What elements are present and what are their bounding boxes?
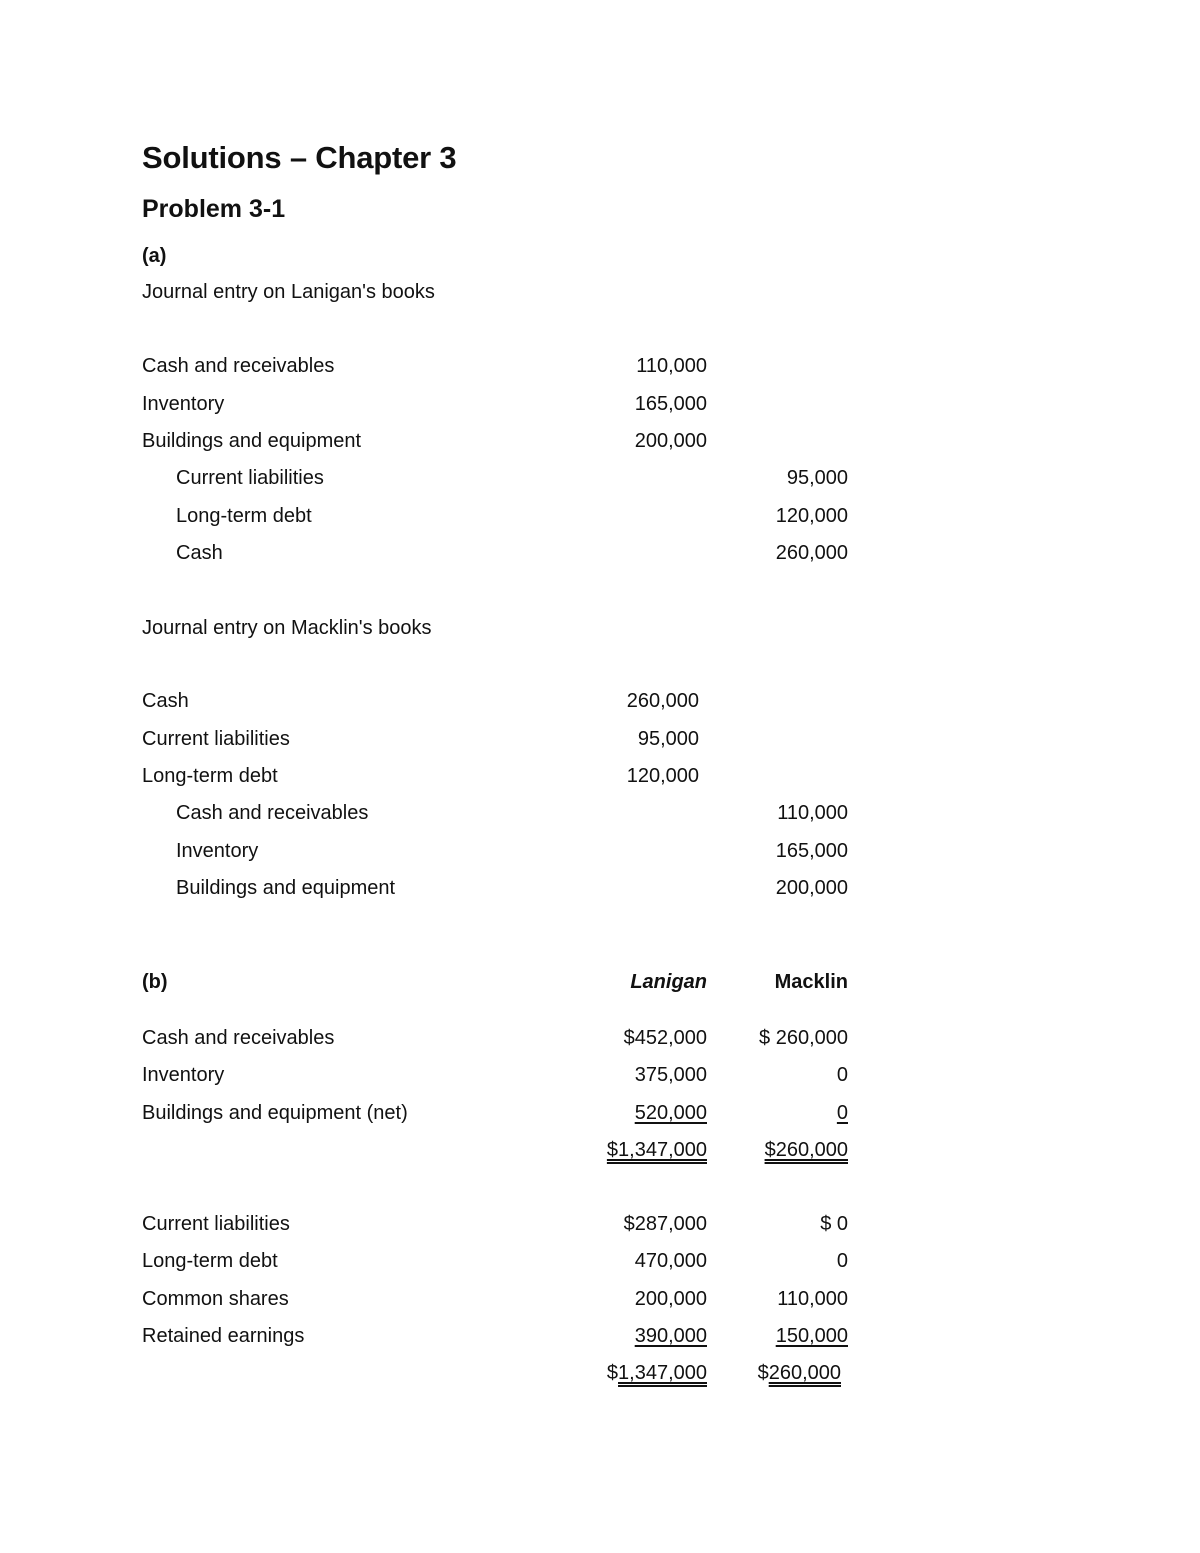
macklin-total: $260,000 [764, 1139, 848, 1161]
macklin-journal-heading: Journal entry on Macklin's books [142, 617, 432, 639]
lanigan-total: $1,347,000 [606, 1139, 707, 1161]
macklin-total [758, 1362, 841, 1385]
entry-credit: 120,000 [775, 505, 848, 527]
page-title: Solutions – Chapter 3 [142, 140, 457, 175]
entry-debit: 260,000 [626, 690, 699, 712]
lanigan-value: $287,000 [623, 1213, 707, 1235]
entry-account: Long-term debt [176, 505, 312, 527]
currency-symbol: $ [757, 1362, 769, 1384]
lanigan-value: 200,000 [634, 1288, 707, 1310]
entry-credit: 110,000 [777, 802, 848, 824]
entry-account: Long-term debt [142, 765, 278, 787]
macklin-total-amount: 260,000 [768, 1362, 841, 1384]
problem-heading: Problem 3-1 [142, 195, 286, 223]
row-account: Current liabilities [142, 1213, 290, 1235]
lanigan-value: 390,000 [634, 1325, 707, 1347]
macklin-value: $ 260,000 [759, 1027, 848, 1049]
entry-account: Buildings and equipment [176, 877, 396, 899]
row-account: Retained earnings [142, 1325, 305, 1347]
entry-debit: 200,000 [634, 430, 707, 452]
macklin-value: 0 [836, 1064, 848, 1086]
macklin-value: $ 0 [820, 1213, 848, 1235]
entry-credit: 95,000 [786, 467, 848, 489]
entry-account: Current liabilities [142, 728, 290, 750]
currency-symbol: $ [606, 1362, 619, 1384]
part-b-label: (b) [142, 971, 168, 993]
lanigan-total-amount: 1,347,000 [618, 1362, 707, 1384]
entry-account: Buildings and equipment [142, 430, 362, 452]
macklin-value: 0 [836, 1250, 848, 1272]
row-account: Inventory [142, 1064, 225, 1086]
entry-account: Inventory [176, 840, 259, 862]
lanigan-value: 520,000 [634, 1102, 707, 1124]
entry-account: Cash [142, 690, 189, 712]
lanigan-total [607, 1362, 707, 1385]
lanigan-value: 375,000 [634, 1064, 707, 1086]
part-a-label: (a) [142, 245, 167, 267]
column-header-lanigan: Lanigan [630, 971, 707, 993]
entry-account: Cash [176, 542, 223, 564]
macklin-value: 0 [836, 1102, 848, 1124]
macklin-value: 150,000 [775, 1325, 848, 1347]
entry-debit: 110,000 [636, 355, 707, 377]
column-header-macklin: Macklin [774, 971, 848, 993]
entry-account: Cash and receivables [142, 355, 335, 377]
lanigan-value: $452,000 [623, 1027, 707, 1049]
entry-debit: 165,000 [634, 393, 707, 415]
entry-credit: 200,000 [775, 877, 848, 899]
lanigan-value: 470,000 [634, 1250, 707, 1272]
entry-credit: 165,000 [775, 840, 848, 862]
entry-credit: 260,000 [775, 542, 848, 564]
lanigan-journal-heading: Journal entry on Lanigan's books [142, 281, 435, 303]
entry-account: Inventory [142, 393, 225, 415]
entry-debit: 120,000 [626, 765, 699, 787]
row-account: Long-term debt [142, 1250, 278, 1272]
row-account: Cash and receivables [142, 1027, 335, 1049]
macklin-value: 110,000 [777, 1288, 848, 1310]
row-account: Buildings and equipment (net) [142, 1102, 408, 1124]
entry-account: Cash and receivables [176, 802, 369, 824]
row-account: Common shares [142, 1288, 289, 1310]
entry-debit: 95,000 [637, 728, 699, 750]
entry-account: Current liabilities [176, 467, 324, 489]
